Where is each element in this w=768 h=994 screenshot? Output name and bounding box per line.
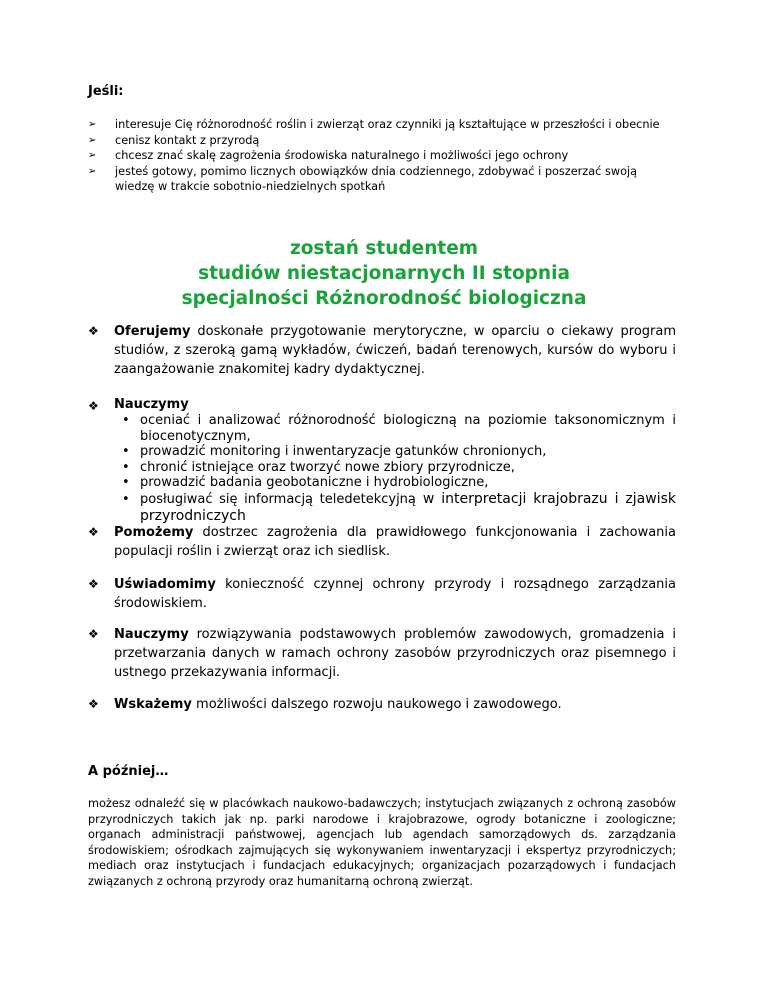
section-text: dostrzec zagrożenia dla prawidłowego funkcjonowania i zachowania populacji roślin i zwierząt oraz ich siedlisk. [114, 525, 676, 559]
section-nauczymy-2 [88, 625, 676, 682]
dot-bullet-icon: • [122, 459, 130, 475]
section-text: możliwości dalszego rozwoju naukowego i zawodowego. [191, 697, 562, 712]
diamond-bullet-icon: ❖ [88, 399, 99, 413]
section-nauczymy [88, 397, 676, 525]
headline-line-2: studiów niestacjonarnych II stopnia [198, 263, 570, 284]
list-item: • oceniać i analizować różnorodność biologiczną na poziomie taksonomicznym i biocenotycznym, [122, 413, 676, 444]
diamond-bullet-icon: ❖ [88, 577, 99, 591]
outro-paragraph: możesz odnaleźć się w placówkach naukowo-badawczych; instytucjach związanych z ochroną zasobów przyrodniczych takich jak np. parki narodowe i krajobrazowe, ogrody botaniczne i zoologiczne; organach administracji państwowej, agencjach lub agendach samorządowych ds. zarządzania środowiskiem; ośrodkach zajmujących się wykonywaniem inwentaryzacji i ekspertyz przyrodniczych; mediach oraz instytucjach i fundacjach edukacyjnych; organizacjach pozarządowych i fundacjach związanych z ochroną przyrody oraz humanitarną ochroną zwierząt. [88, 797, 676, 888]
section-lead: Wskażemy [114, 697, 192, 712]
section-wskazemy [88, 695, 676, 714]
list-item: ➢ jesteś gotowy, pomimo licznych obowiązków dnia codziennego, zdobywać i poszerzać swoją wiedzę w trakcie sobotnio-niedzielnych spotkań [88, 164, 638, 193]
section-text: konieczność czynnej ochrony przyrody i rozsądnego zarządzania środowiskiem. [114, 577, 676, 611]
dot-bullet-icon: • [122, 491, 130, 507]
section-lead: Pomożemy [114, 525, 194, 540]
list-item: • prowadzić monitoring i inwentaryzacje gatunków chronionych, [122, 444, 547, 459]
dot-bullet-icon: • [122, 413, 130, 428]
section-lead: Uświadomimy [114, 577, 216, 592]
section-lead: Nauczymy [114, 627, 189, 642]
section-uswiadomimy [88, 575, 676, 613]
headline [0, 236, 768, 311]
intro-heading: Jeśli: [88, 84, 124, 99]
diamond-bullet-icon: ❖ [88, 697, 99, 711]
section-lead: Nauczymy [114, 397, 189, 412]
diamond-bullet-icon: ❖ [88, 525, 99, 539]
arrow-bullet-icon: ➢ [88, 119, 97, 130]
arrow-bullet-icon: ➢ [88, 165, 97, 177]
list-item: • posługiwać się informacją teledetekcyjną w interpretacji krajobrazu i zjawisk przyrodniczych [122, 490, 676, 524]
arrow-bullet-icon: ➢ [88, 134, 97, 146]
list-item: ➢ interesuje Cię różnorodność roślin i zwierząt oraz czynniki ją kształtujące w przeszłości i obecnie [88, 118, 660, 131]
list-item: • chronić istniejące oraz tworzyć nowe zbiory przyrodnicze, [122, 459, 515, 475]
skills-list [114, 413, 676, 525]
list-item: ➢ chcesz znać skalę zagrożenia środowiska naturalnego i możliwości jego ochrony [88, 149, 569, 162]
headline-line-1: zostań studentem [289, 238, 479, 259]
outro-heading: A później… [88, 764, 169, 779]
list-item: ➢ cenisz kontakt z przyrodą [88, 133, 260, 147]
intro-list [88, 117, 668, 195]
list-item: • prowadzić badania geobotaniczne i hydrobiologiczne, [122, 475, 489, 490]
section-text: rozwiązywania podstawowych problemów zawodowych, gromadzenia i przetwarzania danych w ramach ochrony zasobów przyrodniczych oraz pisemnego i ustnego przekazywania informacji. [114, 627, 676, 680]
headline-line-3: specjalności Różnorodność biologiczna [181, 288, 587, 309]
diamond-bullet-icon: ❖ [88, 627, 99, 641]
dot-bullet-icon: • [122, 475, 130, 490]
section-lead: Oferujemy [114, 324, 191, 339]
arrow-bullet-icon: ➢ [88, 150, 97, 161]
diamond-bullet-icon: ❖ [88, 324, 99, 338]
section-text: doskonałe przygotowanie merytoryczne, w oparciu o ciekawy program studiów, z szeroką gamą wykładów, ćwiczeń, badań terenowych, kursów do wyboru i zaangażowanie znakomitej kadry dydaktycznej. [114, 324, 676, 377]
dot-bullet-icon: • [122, 444, 130, 459]
section-oferujemy [88, 322, 676, 379]
section-pomozemy [88, 523, 676, 561]
